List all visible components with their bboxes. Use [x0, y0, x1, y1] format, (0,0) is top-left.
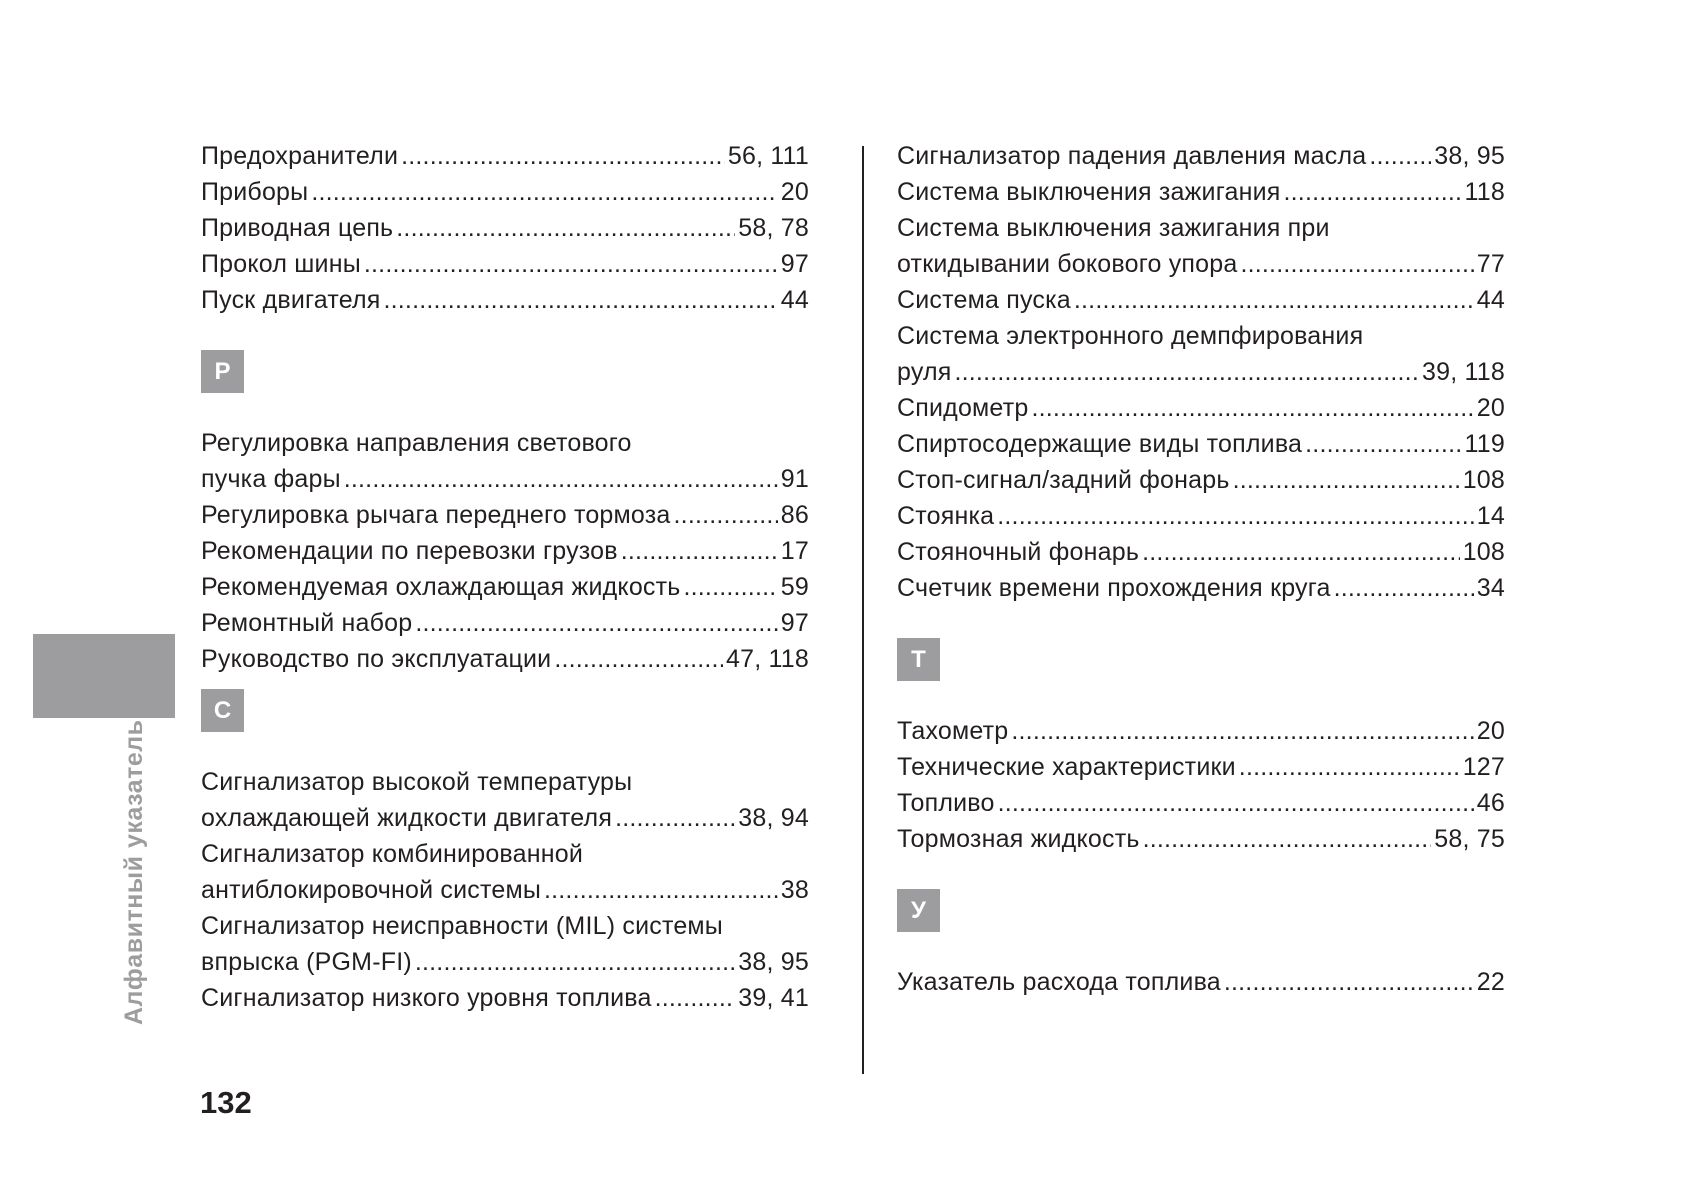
index-entry-pages: 14 — [1476, 502, 1505, 530]
index-column-right — [897, 138, 1505, 1000]
index-entry-pages: 58, 75 — [1434, 825, 1505, 853]
index-entry-pages: 127 — [1462, 753, 1505, 781]
index-entry-pages: 44 — [780, 286, 809, 314]
index-entry-pages: 22 — [1476, 968, 1505, 996]
index-entry-term: Система пуска — [897, 286, 1071, 314]
letter-badge-t: Т — [897, 638, 940, 681]
dot-leader — [1142, 534, 1460, 570]
index-entry-term: Указатель расхода топлива — [897, 968, 1221, 996]
letter-badge-s: С — [201, 689, 244, 732]
index-entry — [201, 282, 809, 318]
index-entry-pages: 47, 118 — [726, 645, 809, 673]
side-section-label: Алфавитный указатель — [120, 719, 148, 1025]
index-entry-term-first-line: Сигнализатор высокой температуры — [201, 768, 633, 796]
index-entry — [897, 210, 1505, 282]
letter-badge-u: У — [897, 889, 940, 932]
index-entry — [201, 497, 809, 533]
dot-leader — [544, 872, 778, 908]
index-entry-term: Тормозная жидкость — [897, 825, 1140, 853]
dot-leader — [621, 533, 778, 569]
index-group-r — [201, 425, 809, 677]
index-entry — [897, 964, 1505, 1000]
index-entry-pages: 17 — [780, 537, 809, 565]
dot-leader — [364, 246, 778, 282]
dot-leader — [1143, 821, 1432, 857]
dot-leader — [554, 641, 723, 677]
index-entry — [897, 534, 1505, 570]
dot-leader — [1031, 390, 1473, 426]
index-entry — [897, 174, 1505, 210]
index-entry-pages: 38, 95 — [1434, 142, 1505, 170]
index-entry-term-first-line: Сигнализатор комбинированной — [201, 840, 584, 868]
index-entry-term: руля — [897, 358, 952, 386]
index-entry-pages: 34 — [1476, 574, 1505, 602]
index-entry — [201, 425, 809, 497]
index-entry-term: Пуск двигателя — [201, 286, 381, 314]
dot-leader — [674, 497, 778, 533]
index-entry — [201, 246, 809, 282]
index-entry — [897, 390, 1505, 426]
dot-leader — [1240, 246, 1473, 282]
index-entry — [897, 749, 1505, 785]
dot-leader — [384, 282, 778, 318]
index-entry-pages: 39, 118 — [1422, 358, 1505, 386]
index-group-p — [201, 138, 809, 318]
index-entry — [897, 498, 1505, 534]
index-entry — [201, 764, 809, 836]
index-entry-term: Спиртосодержащие виды топлива — [897, 430, 1303, 458]
column-divider — [862, 146, 864, 1074]
index-entry-term: впрыска (PGM-FI) — [201, 948, 412, 976]
index-entry-term: Счетчик времени прохождения круга — [897, 574, 1331, 602]
index-entry — [897, 426, 1505, 462]
index-entry-term: Прокол шины — [201, 250, 361, 278]
letter-badge-r: Р — [201, 350, 244, 393]
index-entry-term: откидывании бокового упора — [897, 250, 1238, 278]
index-entry-pages: 20 — [780, 178, 809, 206]
index-entry-pages: 118 — [1464, 178, 1505, 206]
index-entry — [897, 785, 1505, 821]
index-entry-pages: 58, 78 — [738, 214, 809, 242]
dot-leader — [311, 174, 777, 210]
index-entry — [201, 533, 809, 569]
index-entry — [201, 569, 809, 605]
index-entry — [201, 605, 809, 641]
index-entry-pages: 77 — [1476, 250, 1505, 278]
dot-leader — [655, 980, 736, 1016]
index-entry-term: Регулировка рычага переднего тормоза — [201, 501, 671, 529]
index-entry-pages: 86 — [780, 501, 809, 529]
index-entry — [201, 641, 809, 677]
index-entry-term: Приборы — [201, 178, 309, 206]
dot-leader — [1224, 964, 1474, 1000]
page-number: 132 — [200, 1085, 252, 1120]
index-entry-term: Стоянка — [897, 502, 995, 530]
index-entry-term-first-line: Сигнализатор неисправности (MIL) системы — [201, 912, 723, 940]
index-entry-pages: 38 — [780, 876, 809, 904]
index-entry-term: Стояночный фонарь — [897, 538, 1140, 566]
index-entry-pages: 108 — [1462, 466, 1505, 494]
index-entry-term: Рекомендации по перевозки грузов — [201, 537, 618, 565]
index-entry-pages: 38, 95 — [738, 948, 809, 976]
index-group-s — [201, 764, 809, 1016]
dot-leader — [997, 498, 1474, 534]
index-entry-pages: 59 — [780, 573, 809, 601]
index-entry-pages: 97 — [780, 609, 809, 637]
index-entry — [201, 174, 809, 210]
index-entry-term: Сигнализатор низкого уровня топлива — [201, 984, 652, 1012]
index-entry — [201, 908, 809, 980]
index-entry-term: Технические характеристики — [897, 753, 1236, 781]
index-entry-term: Предохранители — [201, 142, 399, 170]
index-entry-term: антиблокировочной системы — [201, 876, 541, 904]
index-entry — [897, 713, 1505, 749]
dot-leader — [615, 800, 735, 836]
index-entry-pages: 119 — [1464, 430, 1505, 458]
dot-leader — [1074, 282, 1474, 318]
index-entry-term: Рекомендуемая охлаждающая жидкость — [201, 573, 681, 601]
index-entry-term: Тахометр — [897, 717, 1009, 745]
index-entry-pages: 56, 111 — [727, 142, 809, 170]
index-entry-term: Система выключения зажигания — [897, 178, 1281, 206]
index-entry — [201, 980, 809, 1016]
dot-leader — [1334, 570, 1474, 606]
dot-leader — [1305, 426, 1461, 462]
index-entry-term: Стоп-сигнал/задний фонарь — [897, 466, 1230, 494]
index-entry-pages: 38, 94 — [738, 804, 809, 832]
index-group-s-continued — [897, 138, 1505, 606]
index-column-left — [201, 138, 809, 1016]
dot-leader — [1284, 174, 1462, 210]
index-entry — [897, 821, 1505, 857]
index-entry-pages: 44 — [1476, 286, 1505, 314]
index-entry-pages: 20 — [1476, 717, 1505, 745]
index-entry-term-first-line: Регулировка направления светового — [201, 429, 632, 457]
index-entry-term: Сигнализатор падения давления масла — [897, 142, 1367, 170]
index-entry-term: Руководство по эксплуатации — [201, 645, 552, 673]
index-entry-pages: 97 — [780, 250, 809, 278]
dot-leader — [396, 210, 735, 246]
index-entry-term-first-line: Система выключения зажигания при — [897, 214, 1330, 242]
dot-leader — [344, 461, 778, 497]
index-entry-pages: 91 — [780, 465, 809, 493]
dot-leader — [415, 944, 735, 980]
dot-leader — [955, 354, 1420, 390]
index-entry-pages: 20 — [1476, 394, 1505, 422]
dot-leader — [415, 605, 777, 641]
dot-leader — [1369, 138, 1431, 174]
index-entry — [897, 138, 1505, 174]
index-entry-pages: 46 — [1476, 789, 1505, 817]
index-entry — [201, 138, 809, 174]
dot-leader — [1011, 713, 1473, 749]
index-entry-term: Ремонтный набор — [201, 609, 413, 637]
index-group-t — [897, 713, 1505, 857]
index-entry-term: Топливо — [897, 789, 995, 817]
index-entry-pages: 39, 41 — [738, 984, 809, 1012]
index-entry-term: Приводная цепь — [201, 214, 394, 242]
index-entry — [897, 318, 1505, 390]
index-entry — [201, 210, 809, 246]
index-entry-pages: 108 — [1462, 538, 1505, 566]
index-entry — [897, 282, 1505, 318]
index-entry-term-first-line: Система электронного демпфирования — [897, 322, 1364, 350]
index-entry — [897, 570, 1505, 606]
dot-leader — [1233, 462, 1460, 498]
dot-leader — [684, 569, 778, 605]
index-entry-term: пучка фары — [201, 465, 341, 493]
index-entry-term: охлаждающей жидкости двигателя — [201, 804, 613, 832]
section-tab-marker — [33, 634, 175, 718]
dot-leader — [998, 785, 1474, 821]
index-entry-term: Спидометр — [897, 394, 1029, 422]
index-entry — [201, 836, 809, 908]
index-entry — [897, 462, 1505, 498]
dot-leader — [401, 138, 725, 174]
dot-leader — [1239, 749, 1460, 785]
index-group-u — [897, 964, 1505, 1000]
